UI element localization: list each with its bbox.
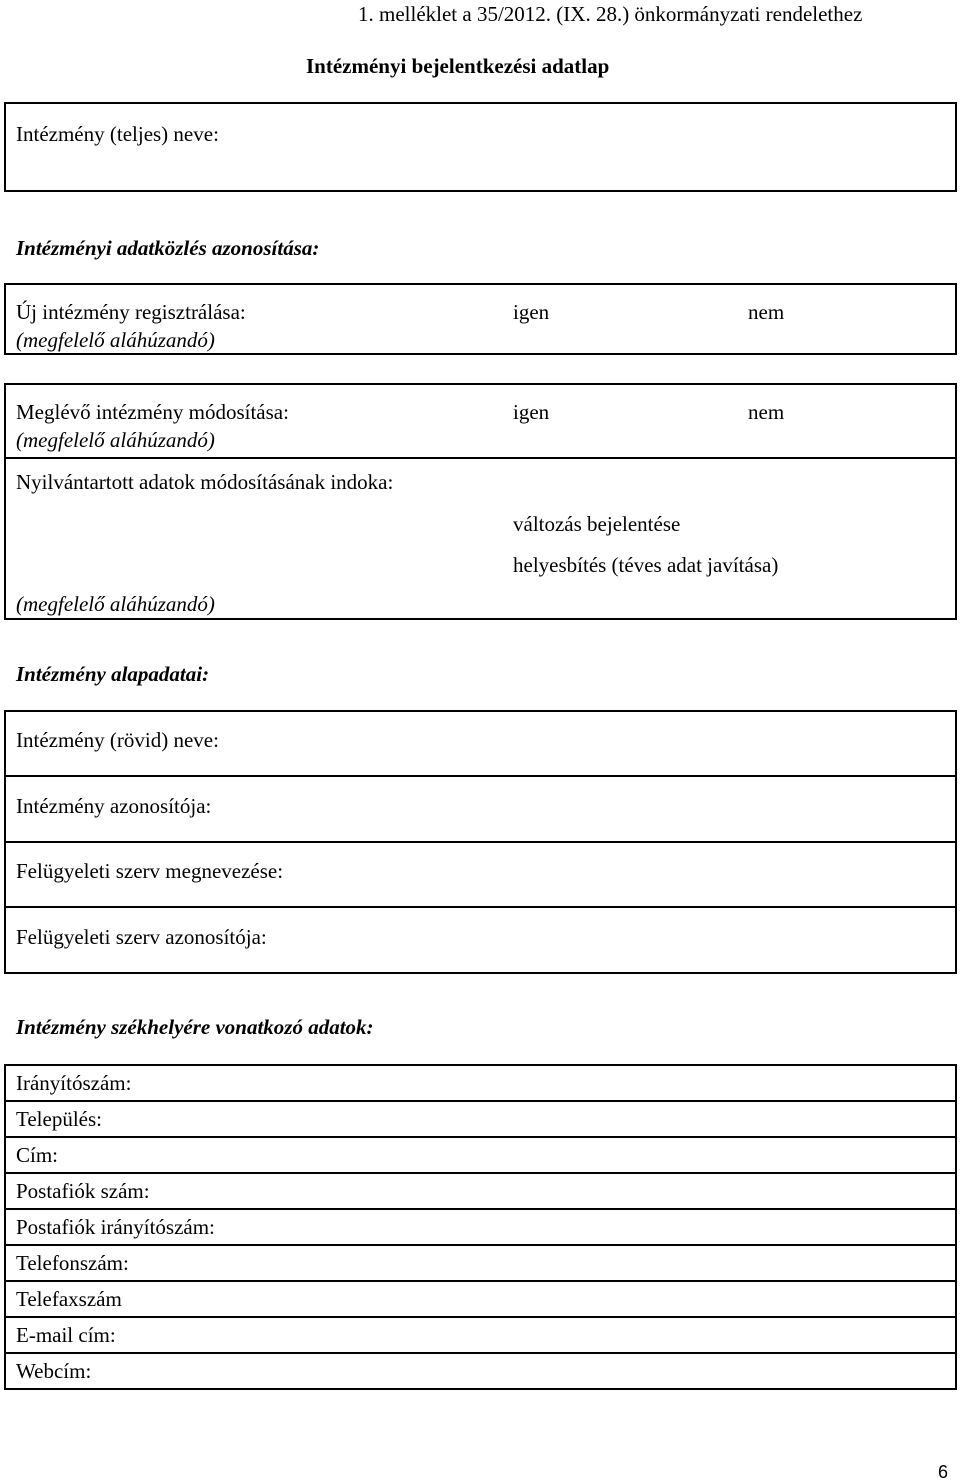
po-box-number-field[interactable]: Postafiók szám:: [16, 1179, 150, 1203]
divider: [4, 1136, 957, 1138]
reason-hint: (megfelelő aláhúzandó): [16, 592, 215, 616]
email-field[interactable]: E-mail cím:: [16, 1323, 116, 1347]
divider: [4, 1280, 957, 1282]
full-name-label: Intézmény (teljes) neve:: [16, 122, 219, 146]
new-registration-hint: (megfelelő aláhúzandó): [16, 328, 215, 352]
new-registration-no-option[interactable]: nem: [748, 300, 785, 324]
new-registration-label: Új intézmény regisztrálása:: [16, 300, 246, 324]
modification-label: Meglévő intézmény módosítása:: [16, 400, 289, 424]
identification-heading: Intézményi adatközlés azonosítása:: [16, 236, 320, 260]
divider: [4, 457, 957, 459]
divider: [4, 906, 957, 908]
modification-hint: (megfelelő aláhúzandó): [16, 428, 215, 452]
divider: [4, 1208, 957, 1210]
fax-field[interactable]: Telefaxszám: [16, 1287, 122, 1311]
seat-data-heading: Intézmény székhelyére vonatkozó adatok:: [16, 1015, 374, 1039]
reason-change-option[interactable]: változás bejelentése: [513, 512, 681, 536]
phone-field[interactable]: Telefonszám:: [16, 1251, 129, 1275]
page-number: 6: [938, 1462, 949, 1482]
settlement-field[interactable]: Település:: [16, 1107, 102, 1131]
modification-yes-option[interactable]: igen: [513, 400, 550, 424]
short-name-field[interactable]: Intézmény (rövid) neve:: [16, 728, 219, 752]
address-field[interactable]: Cím:: [16, 1143, 59, 1167]
postal-code-field[interactable]: Irányítószám:: [16, 1071, 132, 1095]
form-title: Intézményi bejelentkezési adatlap: [306, 54, 610, 78]
divider: [4, 1352, 957, 1354]
divider: [4, 775, 957, 777]
divider: [4, 1100, 957, 1102]
reason-correction-option[interactable]: helyesbítés (téves adat javítása): [513, 553, 779, 577]
divider: [4, 841, 957, 843]
supervisor-name-field[interactable]: Felügyeleti szerv megnevezése:: [16, 859, 284, 883]
reason-label: Nyilvántartott adatok módosításának indoka:: [16, 470, 394, 494]
po-box-postal-code-field[interactable]: Postafiók irányítószám:: [16, 1215, 215, 1239]
divider: [4, 1244, 957, 1246]
modification-no-option[interactable]: nem: [748, 400, 785, 424]
new-registration-yes-option[interactable]: igen: [513, 300, 550, 324]
website-field[interactable]: Webcím:: [16, 1359, 92, 1383]
basic-data-heading: Intézmény alapadatai:: [16, 662, 210, 686]
annex-reference: 1. melléklet a 35/2012. (IX. 28.) önkormányzati rendelethez: [358, 2, 863, 26]
full-name-field[interactable]: [4, 102, 957, 192]
supervisor-id-field[interactable]: Felügyeleti szerv azonosítója:: [16, 925, 267, 949]
divider: [4, 1316, 957, 1318]
divider: [4, 1172, 957, 1174]
institution-id-field[interactable]: Intézmény azonosítója:: [16, 794, 212, 818]
